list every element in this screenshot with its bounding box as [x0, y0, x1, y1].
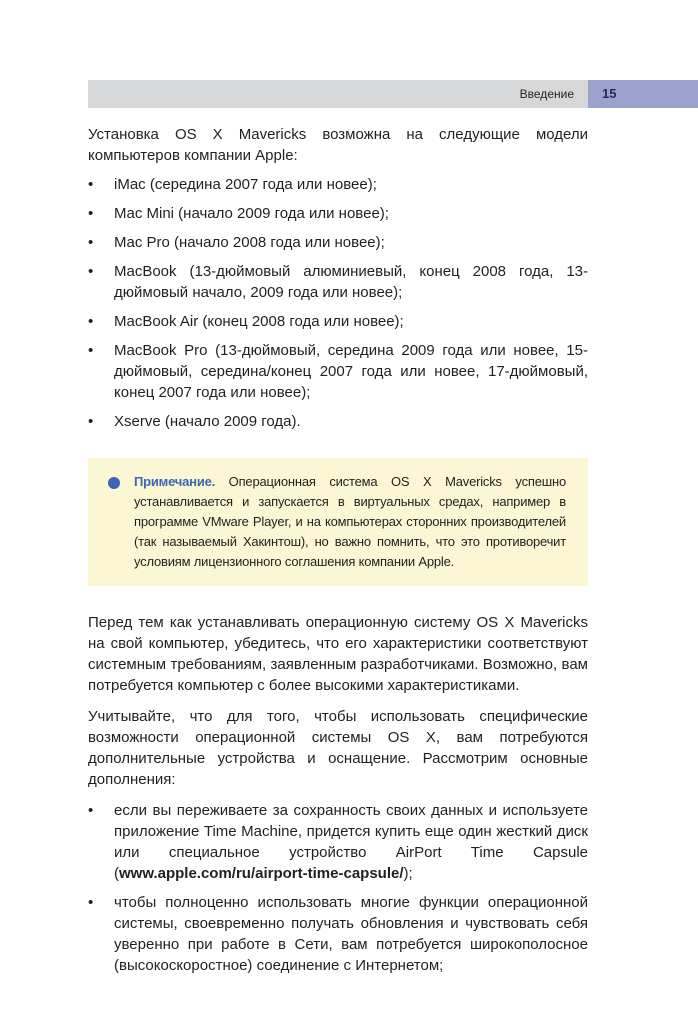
paragraph: Перед тем как устанавливать операционную систему OS X Mavericks на свой компьютер, убедитесь, что его характеристики соответствуют системным требованиям, заявленным разработчиками. Возможно, вам потребуется компьютер с более высокими характеристиками. [88, 614, 588, 694]
note-label: Примечание. [134, 474, 216, 489]
list-item: • MacBook Air (конец 2008 года или новее); [88, 311, 588, 332]
list-item [88, 800, 588, 884]
list-item: • Xserve (начало 2009 года). [88, 411, 588, 432]
page-content [88, 124, 588, 984]
list-item: • MacBook (13-дюймовый алюминиевый, конец 2008 года, 13-дюймовый начало, 2009 года или новее); [88, 261, 588, 303]
airport-link[interactable]: www.apple.com/ru/airport-time-capsule/ [119, 865, 404, 882]
list-item-text: ); [403, 865, 413, 882]
additions-list [88, 800, 588, 976]
page-number-box [588, 80, 698, 108]
list-item-text: если вы переживаете за сохранность своих данных и используете приложение Time Machine, придется купить еще один жесткий диск или специальное устройство AirPort Time Capsule ( [114, 802, 588, 882]
list-item: • Mac Pro (начало 2008 года или новее); [88, 232, 588, 253]
mac-models-list [88, 174, 588, 432]
note-box [88, 458, 588, 586]
section-title: Введение [519, 87, 574, 101]
note-bullet-icon [108, 477, 120, 489]
note-text: Операционная система OS X Mavericks успешно устанавливается и запускается в виртуальных средах, например в программе VMware Player, и на компьютерах сторонних производителей (так называемый Хакинтош), но важно помнить, что это противоречит условиям лицензионного соглашения компании Apple. [134, 474, 566, 569]
page-number: 15 [602, 86, 617, 101]
list-item: • чтобы полноценно использовать многие функции операционной системы, своевременно получать обновления и чувствовать себя уверенно при работе в Сети, вам потребуется широкополосное (высокоскоростное) соединение с Интернетом; [88, 892, 588, 976]
intro-paragraph: Установка OS X Mavericks возможна на следующие модели компьютеров компании Apple: [88, 126, 588, 164]
list-item: • MacBook Pro (13-дюймовый, середина 2009 года или новее, 15-дюймовый, середина/конец 2007 года или новее, 17-дюймовый, конец 2007 года или новее); [88, 340, 588, 403]
paragraph: Учитывайте, что для того, чтобы использовать специфические возможности операционной системы OS X, вам потребуются дополнительные устройства и оснащение. Рассмотрим основные дополнения: [88, 708, 588, 788]
running-header [88, 80, 588, 108]
list-item: • iMac (середина 2007 года или новее); [88, 174, 588, 195]
list-item: • Mac Mini (начало 2009 года или новее); [88, 203, 588, 224]
